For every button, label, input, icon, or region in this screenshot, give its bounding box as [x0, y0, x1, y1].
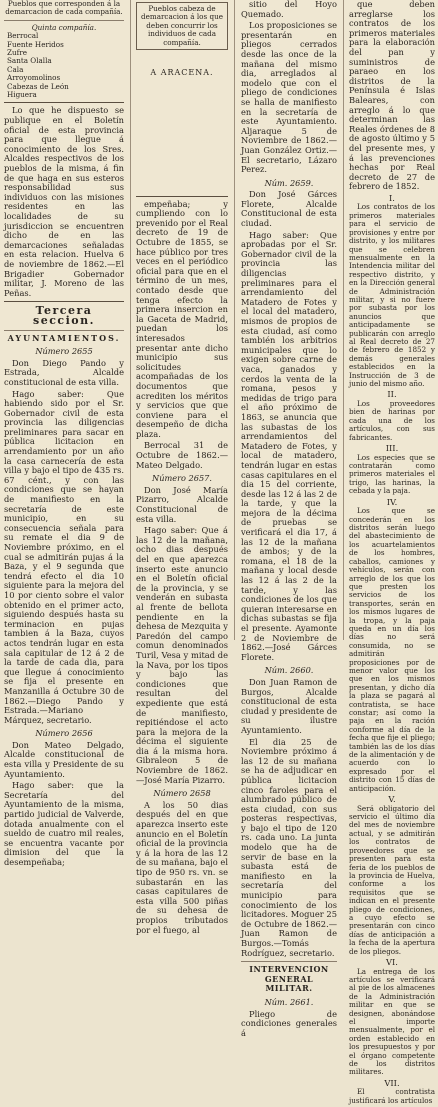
paragraph: Don Juan Ramon de Burgos, Alcalde constitucional de esta ciudad y presidente de su ilustre Ayuntamiento. [241, 676, 337, 735]
paragraph: Hago saber: que la Secretaría del Ayuntamiento de la misma, partido judicial de Valverde, dotada anualmente con el sueldo de cuatro mil reales, se encuentra vacante por dimision del que la desempeñaba; [4, 780, 124, 867]
notice-number: Número 2656 [35, 728, 93, 739]
paragraph: Hago saber: Que habiendo sido por el Sr. Gobernador civil de esta provincia las diligencias preliminares para sacar en pública licitacion en arrendamiento por un año la casa carnecería de esta villa y bajo el tipo de 435 rs. 67 cént., y con las condiciones que se hayan de manifiesto en la secretaría de este municipio, en su consecuencia señala para su remate el dia 9 de Noviembre próximo, en el cual se admitirán pujas á la Baza, y el 9 segunda que tendrá efecto el dia 10 siguiente para la mejora del 10 por ciento sobre el valor obtenido en el primer acto, siguiendo después hasta su terminacion en pujas tambien á la Baza, cuyos actos tendrán lugar en esta sala capitular de 12 á 2 de la tarde de cada dia, para que llegue á conocimiento se fija el presente en Manzanilla á Octubre 30 de 1862.—Diego Pando y Estrada.—Mariano Márquez, secretario. [4, 388, 124, 725]
article-number: VII. [384, 1077, 400, 1088]
section-subtitle: AYUNTAMIENTOS. [7, 332, 121, 343]
town-item: Fuente Heridos [7, 39, 64, 49]
article-number: III. [385, 443, 399, 454]
town-item: Berrocal [7, 31, 39, 41]
rule [4, 330, 124, 331]
paragraph: Los especies que se contratarán como primeros materiales el trigo, las harinas, la cebada y la paja. [349, 452, 435, 496]
town-item: Zufre [7, 48, 27, 58]
paragraph: Los proveedores bien de harinas por cada una de los artículos, con sus fabricantes. [349, 399, 435, 442]
column-divider [234, 0, 235, 640]
paragraph: El dia 25 de Noviembre próximo á las 12 de su mañana se ha de adjudicar en pública licitacion cinco faroles para el alumbrado público de esta ciudad, con sus posteras respectivas, y bajo el tipo de 120 rs. cada uno. La junta modelo que ha de servir de base en la subasta está de manifiesto en la secretaría del municipio para conocimiento de los licitadores. Moguer 25 de Octubre de 1862.—Juan Ramon de Burgos.—Tomás Rodríguez, secretario. [241, 736, 337, 958]
paragraph: Don Mateo Delgado, Alcalde constitucional de esta villa y Presidente de su Ayuntamiento. [4, 739, 124, 779]
paragraph: empeñaba; y cumpliendo con lo prevenido por el Real decreto de 19 de Octubre de 1855, se hace público por tres veces en el periódico oficial para que en el término de un mes, contado desde que tenga efecto la primera insercion en la Gaceta de Madrid, puedan los interesados presentar ante dicho municipio sus solicitudes acompañadas de los documentos que acrediten los méritos y servicios que que conviene para el desempeño de dicha plaza. [136, 198, 228, 439]
rule [4, 102, 124, 103]
signature: Berrocal 31 de Octubre de 1862.—Mateo Delgado. [136, 440, 228, 470]
paragraph: A los 50 dias después del en que aparezca inserto este anuncio en el Boletín oficial de la provincia y á la hora de las 12 de su mañana, bajo el tipo de 950 rs. vn. se subastarán en las casas capitulares de esta villa 500 piñas de su dehesa de propios tributados por el fuego, al [136, 799, 228, 935]
paragraph: Hago saber: Que aprobadas por el Sr. Gobernador civil de la provincia las diligencias preliminares para el arrendamiento del Matadero de Fotes y el local del matadero, mismos de propios de esta ciudad, así como también los arbitrios municipales que lo exigen sobre carne de vaca, ganados y cerdos la venta de la romana, pesos y medidas de trigo para el año próximo de 1863, se anuncia que las subastas de los arrendamientos del Matadero de Fotes, y local de matadero, tendrán lugar en estas casas capitulares en el dia 15 del corriente, desde las 12 á las 2 de la tarde, y que la mejora de la décima de pruebas se verificará el dia 17, á las 12 de la mañana de ambos; y de la romana, el 18 de la mañana y local desde las 12 á las 2 de la tarde, y las condiciones de los que quieran interesarse en dichas subastas se fija el presente. Ayamonte 2 de Noviembre de 1862.—José Gárces Florete. [241, 229, 337, 662]
paragraph: Los que se concederán en los distritos serán luego del abastecimiento de los acuartelamientos de los hombres, caballos, camiones y vehículos, serán con arreglo de los que los que presten los servicios de los transportes, serán en los mismos lugares de la tropa, y la paja queda en un día los días no será consumida, no se admitirán proposiciones por de menor valor que los que en los mismos presentan, y dicho día la plaza se pagará al contratista, se hace constar; así como la paja en la ración conforme al día de la fecha que fije el pliego; también las de los días de la alimentación y de acuerdo con lo expresado por el distrito con 15 días de anticipación. [349, 506, 435, 793]
destination-label: A ARACENA. [150, 68, 214, 78]
article-number: VI. [386, 956, 398, 967]
rule [4, 20, 124, 21]
paragraph: Don José Gárces Florete, Alcalde Constitucional de esta ciudad. [241, 189, 337, 229]
paragraph: Los proposiciones se presentarán en pliegos cerrados desde las once de la mañana del mismo dia, arreglados al modelo que con el pliego de condiciones se halla de manifiesto en la secretaría de este Ayuntamiento. Aljaraque 5 de Noviembre de 1862.—Juan González Ortiz.—El secretario, Lázaro Perez. [241, 20, 337, 175]
notice-paragraph: Lo que he dispuesto se publique en el Boletín oficial de esta provincia para que llegue á conocimiento de los Sres. Alcaldes respectivos de los pueblos de la misma, á fin de que haga en sus esteros responsabilidad sus individuos con las misiones residentes en las localidades de su jurisdiccion se encuentren dicho de en las demarcaciones señaladas en esta relacion. Huelva 6 de noviembre de 1862.—El Brigadier Gobernador militar, J. Moreno de las Peñas. [4, 105, 124, 298]
town-item: Cabezas de León [7, 81, 69, 91]
table-header-towns: Pueblos que corresponden á la demarcacion de cada compañía. [5, 0, 123, 17]
column-1 [4, 0, 124, 870]
table-header-heads: Pueblos cabeza de demarcacion á los que deben concurrir los individuos de cada compañía. [136, 2, 228, 50]
company-title: Quinta compañía. [31, 22, 97, 32]
article-number: II. [387, 389, 397, 400]
paragraph: que deben arreglarse los contratos de los primeros materiales para la elaboración del pan y suministros de paraeo en los distritos de la Península é Islas Baleares, con arreglo á lo que determinan las Reales órdenes de 8 de agosto último y 5 del presente mes, y á las prevenciones hechas por Real decreto de 27 de febrero de 1852. [349, 0, 435, 192]
notice-number: Núm. 2661. [264, 996, 314, 1007]
paragraph: La entrega de los artículos se verificará al pie de los almacenes de la Administración militar en que se designen, abonándose el importe mensualmente, por el orden establecido en los presupuestos y por el órgano competente de los distritos militares. [349, 966, 435, 1077]
section-subtitle: INTERVENCION GENERAL MILITAR. [249, 964, 329, 994]
notice-number: Núm. 2660. [264, 665, 314, 676]
town-item: Santa Olalla [7, 56, 52, 66]
paragraph: Pliego de condiciones generales á [241, 1008, 337, 1038]
paragraph: El contratista justificará los artículos [349, 1087, 435, 1105]
town-list [4, 32, 124, 99]
article-number: I. [389, 192, 395, 203]
notice-number: Núm. 2659. [264, 177, 314, 188]
paragraph: Los contratos de los primeros materiales para el servicio de provisiones y entre por distrito, y los militares que se celebren mensualmente en la Intendencia militar del respectivo distrito, y en la Dirección general de Administración militar, y si no fuere por subasta por los anuncios que anticipadamente se publicarán con arreglo al Real decreto de 27 de febrero de 1852 y demás generales establecidos en la Instrucción de 3 de junio del mismo año. [349, 202, 435, 388]
column-divider [343, 0, 344, 640]
section-title: Tercera seccion. [33, 304, 95, 327]
paragraph: Don Diego Pando y Estrada, Alcalde constitucional de esta villa. [4, 357, 124, 387]
article-number: V. [388, 794, 396, 805]
rule [4, 301, 124, 302]
rule [241, 961, 337, 962]
column-4 [349, 0, 435, 1107]
notice-number: Número 2657. [152, 473, 212, 484]
town-item: Arroyomolinos [7, 73, 61, 83]
article-number: IV. [386, 496, 398, 507]
paragraph: sitio del Hoyo Quemado. [241, 0, 337, 19]
column-divider [130, 0, 131, 640]
town-item: Cala [7, 64, 24, 74]
notice-number: Número 2655 [35, 346, 93, 357]
column-3 [241, 0, 337, 1040]
paragraph: Don José María Pizarro, Alcalde Constitucional de esta villa. [136, 484, 228, 524]
rule [136, 196, 228, 197]
notice-number: Número 2658 [153, 788, 211, 799]
paragraph: Hago saber: Que á las 12 de la mañana, ocho dias después del en que aparezca inserto este anuncio en el Boletín oficial de la provincia, y se venderán en subasta al frente de bellota pendiente en la dehesa de Mezquita y Paredón del campo comun denominados Turil, Vesa y mitad de la Nava, por los tipos y bajo las condiciones que resultan del expediente que está de manifiesto, repitiéndose el acto para la mejora de la décima el siguiente dia á la misma hora. Gibraleon 5 de Noviembre de 1862.—José María Pizarro. [136, 525, 228, 785]
town-item: Higuera [7, 90, 37, 100]
column-2 [136, 0, 228, 937]
paragraph: Será obligatorio del servicio el último día del mes de noviembre actual, y se admitirán los contratos de proveedores que se presenten para esta feria de los pueblos de la provincia de Huelva, conforme a los requisitos que se indican en el presente pliego de condiciones, a cuyo efecto se presentarán con cinco días de anticipación a la fecha de la apertura de los pliegos. [349, 803, 435, 956]
